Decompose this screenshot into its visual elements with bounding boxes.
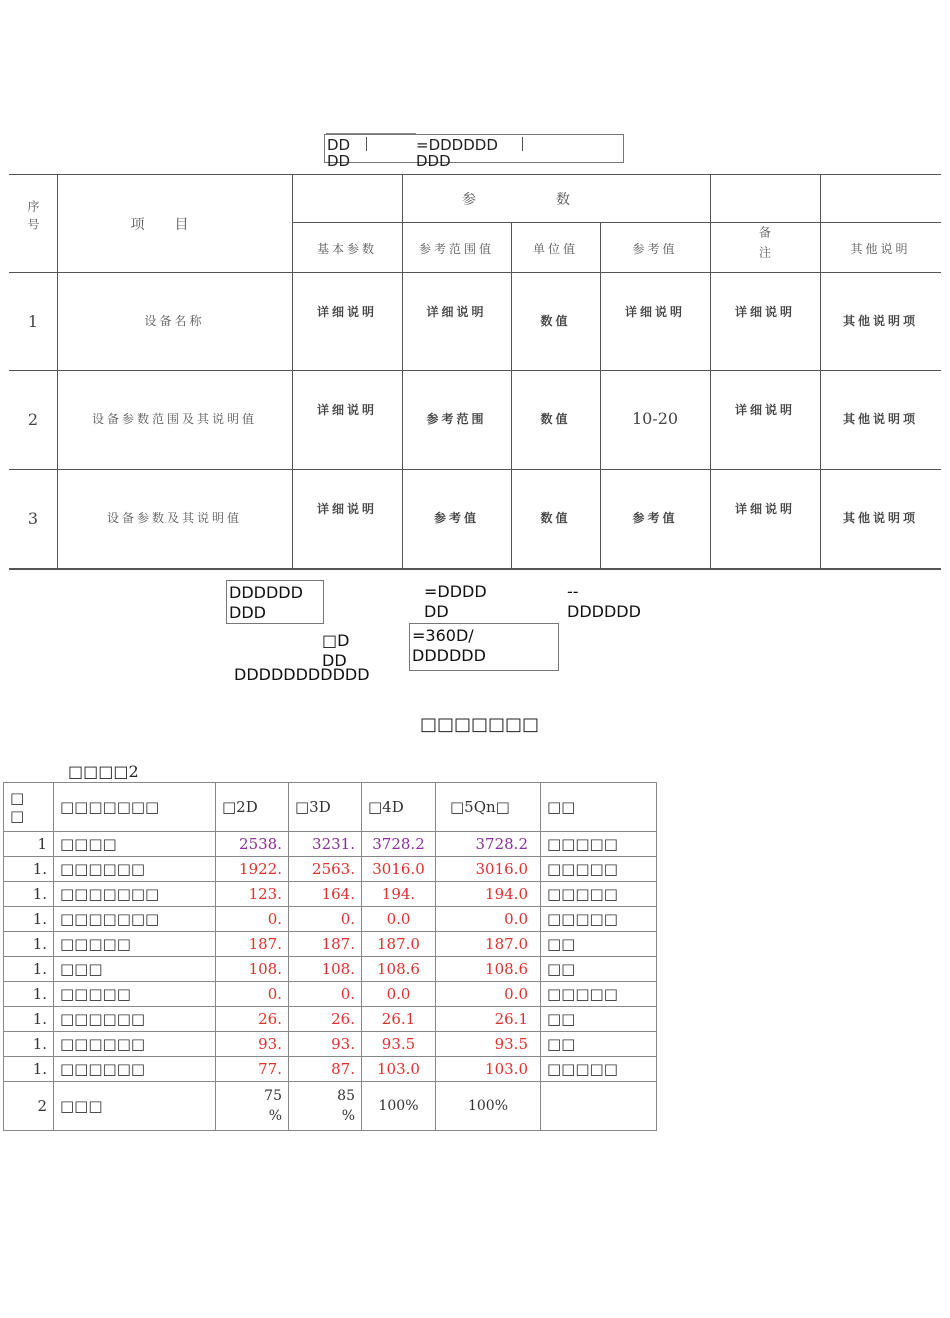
table2-cell-value: 77.	[216, 1057, 289, 1082]
table1-cell: 参考值	[632, 511, 678, 525]
table2-row	[4, 932, 657, 957]
table1-cell: 其他说明项	[842, 511, 918, 525]
table2-cell-no: 1.	[4, 932, 54, 957]
table2-cell-note: □□	[541, 932, 657, 957]
table1-header-no	[9, 200, 57, 243]
table1-rule-group-right	[710, 222, 941, 223]
table2-cell-note: □□□□□	[541, 1057, 657, 1082]
table2-cell-no: 1.	[4, 882, 54, 907]
middle-field-f[interactable]: DDDDDDDDDDD	[234, 665, 370, 684]
table2-row	[4, 957, 657, 982]
table2-cell-no: 1.	[4, 1032, 54, 1057]
table1-subheader-5	[710, 226, 820, 269]
table1-cell: 详细说明	[734, 403, 795, 417]
top-field-2[interactable]	[416, 137, 498, 169]
table1-cell: 详细说明	[624, 305, 685, 319]
table2-header-name: □□□□□□□	[54, 783, 216, 832]
table2-row	[4, 907, 657, 932]
table2-cell-note: □□□□□	[541, 832, 657, 857]
table2-cell-value: 0.0	[436, 982, 541, 1007]
table2-cell-note: □□	[541, 1032, 657, 1057]
table2-cell-no: 1.	[4, 1007, 54, 1032]
table2-cell-name: □□□□	[54, 832, 216, 857]
table1-cell: 详细说明	[316, 502, 377, 516]
top-field-2-line2: DDD	[416, 152, 451, 170]
table2-row	[4, 1082, 657, 1131]
table1-row-no: 2	[27, 410, 39, 429]
table2-cell-name: □□□□□□□	[54, 907, 216, 932]
table2-cell-value: 0.	[216, 907, 289, 932]
table1-subheader-4: 参考值	[632, 242, 678, 256]
table2-cell-value: 108.6	[436, 957, 541, 982]
middle-field-a[interactable]	[226, 580, 324, 624]
table1-cell: 参考值	[433, 511, 479, 525]
top-field-1[interactable]	[327, 137, 350, 169]
table2-cell-value: 187.	[289, 932, 362, 957]
table1-cell: 详细说明	[316, 403, 377, 417]
table1-row-name: 设备参数及其说明值	[106, 511, 242, 525]
table2-cell-value: 103.0	[436, 1057, 541, 1082]
table2-cell-no: 2	[4, 1082, 54, 1131]
middle-field-d-line2: DD	[322, 651, 347, 670]
table2-row	[4, 1032, 657, 1057]
table2-cell-value: 93.5	[436, 1032, 541, 1057]
table2-cell-value: 0.0	[436, 907, 541, 932]
table2-row	[4, 882, 657, 907]
top-field-cursor-a	[366, 137, 367, 151]
table2-header-note: □□	[541, 783, 657, 832]
table2-cell-note	[541, 1082, 657, 1131]
table2-cell-no: 1.	[4, 857, 54, 882]
table1-row-no: 3	[27, 509, 39, 528]
table2-row	[4, 1057, 657, 1082]
table2-cell-value: 2563.	[289, 857, 362, 882]
table2-cell-value: 3016.0	[362, 857, 436, 882]
table2-cell-value: 26.	[216, 1007, 289, 1032]
table2-header-year3: □3D	[289, 783, 362, 832]
table2-cell-value: 187.	[216, 932, 289, 957]
projection-table	[3, 782, 657, 1131]
table2-cell-value: 3728.2	[362, 832, 436, 857]
table1-cell: 数值	[540, 511, 571, 525]
table1-cell: 数值	[540, 412, 571, 426]
middle-field-e-line2: DDDDDD	[412, 646, 486, 665]
table2-header-year4: □4D	[362, 783, 436, 832]
table2-cell-name: □□□□□	[54, 982, 216, 1007]
table1-cell: 数值	[540, 314, 571, 328]
table1-subheader-1: 基本参数	[316, 242, 377, 256]
table2-header-no: □ □	[4, 783, 54, 832]
table1-rule-top	[9, 174, 941, 175]
table2-cell-value: 2538.	[216, 832, 289, 857]
table1-cell: 详细说明	[426, 305, 487, 319]
table2-cell-note: □□	[541, 1007, 657, 1032]
table2-cell-name: □□□□□□	[54, 1007, 216, 1032]
table1-cell: 参考范围	[426, 412, 487, 426]
table2-cell-value: 0.	[216, 982, 289, 1007]
table2-header-year5: □5Qn□	[436, 783, 541, 832]
table1-cell: 10-20	[631, 409, 679, 428]
table2-cell-value: 3231.	[289, 832, 362, 857]
middle-field-c[interactable]	[567, 582, 641, 622]
table2-cell-no: 1.	[4, 957, 54, 982]
table2-cell-no: 1	[4, 832, 54, 857]
table1-rule-row1	[9, 370, 941, 371]
table2-cell-value: 26.	[289, 1007, 362, 1032]
table2-cell-note: □□□□□	[541, 857, 657, 882]
table2-row	[4, 832, 657, 857]
table2-cell-name: □□□□□□	[54, 1057, 216, 1082]
table2-cell-value: 93.	[289, 1032, 362, 1057]
table2-cell-value: 75 %	[216, 1082, 289, 1131]
table2-body	[4, 832, 657, 1131]
table2-cell-name: □□□□□□	[54, 1032, 216, 1057]
table1-row-name: 设备名称	[144, 314, 205, 328]
table1-rule-group-left	[292, 222, 402, 223]
top-field-1-line1: DD	[327, 136, 351, 154]
table2-cell-note: □□□□□	[541, 907, 657, 932]
table1-subheader-5-text: 备注	[757, 226, 772, 266]
table2-header-year2: □2D	[216, 783, 289, 832]
table2-cell-value: 3728.2	[436, 832, 541, 857]
middle-field-a-line1: DDDDDD	[229, 583, 303, 602]
table1-cell: 详细说明	[316, 305, 377, 319]
table2-cell-note: □□	[541, 957, 657, 982]
table2-cell-no: 1.	[4, 1057, 54, 1082]
table2-cell-value: 1922.	[216, 857, 289, 882]
table2-cell-value: 85 %	[289, 1082, 362, 1131]
table2-cell-value: 26.1	[436, 1007, 541, 1032]
table1-header-item: 项目	[130, 217, 219, 233]
table2-row	[4, 857, 657, 882]
table2-cell-value: 0.0	[362, 907, 436, 932]
table2-cell-value: 93.	[216, 1032, 289, 1057]
table2-caption: □□□□2	[68, 762, 139, 781]
section-title: □□□□□□□	[420, 714, 540, 735]
table1-subheader-6: 其他说明	[850, 242, 911, 256]
table2-cell-value: 26.1	[362, 1007, 436, 1032]
table2-cell-name: □□□	[54, 1082, 216, 1131]
table1-row-no: 1	[27, 312, 39, 331]
table1-cell: 详细说明	[734, 502, 795, 516]
table2-cell-name: □□□□□	[54, 932, 216, 957]
table2-cell-note: □□□□□	[541, 882, 657, 907]
middle-field-a-line2: DDD	[229, 603, 266, 622]
table2-cell-no: 1.	[4, 982, 54, 1007]
table2-cell-value: 187.0	[362, 932, 436, 957]
table2-cell-value: 100%	[362, 1082, 436, 1131]
table2-cell-value: 108.	[289, 957, 362, 982]
table2-cell-value: 3016.0	[436, 857, 541, 882]
table2-cell-value: 164.	[289, 882, 362, 907]
table2-cell-no: 1.	[4, 907, 54, 932]
table1-cell: 其他说明项	[842, 412, 918, 426]
table2-header-row	[4, 783, 657, 832]
table2-row	[4, 1007, 657, 1032]
table2-cell-value: 93.5	[362, 1032, 436, 1057]
table2-cell-value: 100%	[436, 1082, 541, 1131]
table2-cell-value: 187.0	[436, 932, 541, 957]
table1-rule-bottom	[9, 568, 941, 570]
table1-header-no-text: 序号	[26, 200, 40, 236]
middle-field-e-line1: =360D/	[412, 626, 474, 645]
table2-cell-value: 103.0	[362, 1057, 436, 1082]
table2-cell-name: □□□□□□	[54, 857, 216, 882]
table2-cell-value: 194.0	[436, 882, 541, 907]
table2-cell-value: 108.6	[362, 957, 436, 982]
middle-field-b-line2: DD	[424, 602, 449, 621]
middle-field-d-line1: □D	[322, 631, 350, 650]
table2-cell-note: □□□□□	[541, 982, 657, 1007]
table1-subheader-2: 参考范围值	[418, 242, 494, 256]
top-field-2-line1: =DDDDDD	[416, 136, 498, 154]
table2-cell-value: 123.	[216, 882, 289, 907]
top-field-cursor-b	[522, 137, 523, 151]
table2-cell-value: 0.	[289, 982, 362, 1007]
table1-cell: 其他说明项	[842, 314, 918, 328]
table2-cell-value: 108.	[216, 957, 289, 982]
middle-field-b-line1: =DDDD	[424, 582, 487, 601]
middle-field-e[interactable]	[409, 623, 559, 671]
middle-field-c-line1: --	[567, 582, 579, 601]
table1-row-name: 设备参数范围及其说明值	[91, 412, 257, 426]
top-field-1-line2: DD	[327, 152, 351, 170]
table2-row	[4, 982, 657, 1007]
table1-cell: 详细说明	[734, 305, 795, 319]
table2-cell-value: 0.	[289, 907, 362, 932]
middle-field-b[interactable]	[424, 582, 487, 622]
table1-subheader-3: 单位值	[532, 242, 578, 256]
table2-cell-name: □□□□□□□	[54, 882, 216, 907]
table1-header-group: 参数	[462, 192, 650, 208]
table1-rule-header	[9, 272, 941, 273]
middle-field-c-line2: DDDDDD	[567, 602, 641, 621]
table2-cell-name: □□□	[54, 957, 216, 982]
table2-cell-value: 0.0	[362, 982, 436, 1007]
table2-cell-value: 194.	[362, 882, 436, 907]
table1-rule-row2	[9, 469, 941, 470]
table2-cell-value: 87.	[289, 1057, 362, 1082]
